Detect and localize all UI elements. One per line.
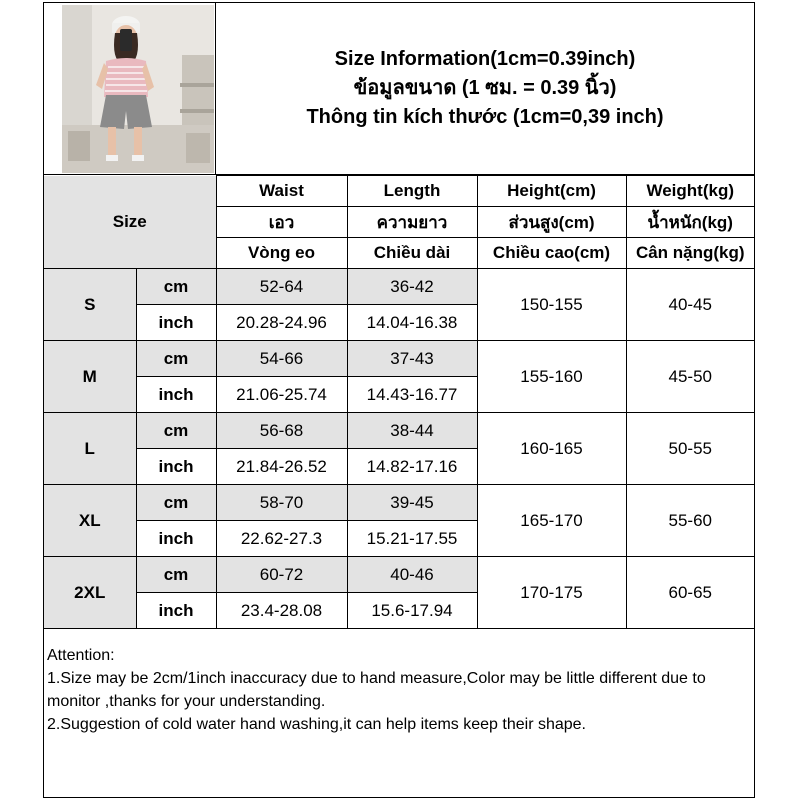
col-weight-en: Weight(kg): [626, 176, 754, 207]
length-cm: 40-46: [347, 557, 477, 593]
size-label: XL: [44, 485, 136, 557]
unit-inch: inch: [136, 521, 216, 557]
length-cm: 38-44: [347, 413, 477, 449]
col-waist-th: เอว: [216, 207, 347, 238]
col-height-th: ส่วนสูง(cm): [477, 207, 626, 238]
col-height-vi: Chiều cao(cm): [477, 238, 626, 269]
weight-range: 55-60: [626, 485, 754, 557]
height-range: 150-155: [477, 269, 626, 341]
col-weight-th: น้ำหนัก(kg): [626, 207, 754, 238]
table-row: [44, 269, 754, 305]
col-length-th: ความยาว: [347, 207, 477, 238]
unit-inch: inch: [136, 593, 216, 629]
table-row: [44, 413, 754, 449]
height-range: 155-160: [477, 341, 626, 413]
height-range: 170-175: [477, 557, 626, 629]
waist-inch: 21.06-25.74: [216, 377, 347, 413]
col-waist-vi: Vòng eo: [216, 238, 347, 269]
size-label: S: [44, 269, 136, 341]
table-row: [44, 341, 754, 377]
waist-cm: 58-70: [216, 485, 347, 521]
unit-cm: cm: [136, 557, 216, 593]
header-vietnamese: Thông tin kích thước (1cm=0,39 inch): [306, 106, 664, 128]
weight-range: 40-45: [626, 269, 754, 341]
unit-inch: inch: [136, 305, 216, 341]
waist-cm: 60-72: [216, 557, 347, 593]
waist-cm: 52-64: [216, 269, 347, 305]
length-inch: 15.6-17.94: [347, 593, 477, 629]
length-inch: 14.04-16.38: [347, 305, 477, 341]
weight-range: 50-55: [626, 413, 754, 485]
waist-inch: 20.28-24.96: [216, 305, 347, 341]
size-label: 2XL: [44, 557, 136, 629]
size-table: [44, 175, 754, 629]
photo-cell: [44, 3, 216, 175]
size-label: L: [44, 413, 136, 485]
length-cm: 39-45: [347, 485, 477, 521]
table-row: [44, 557, 754, 593]
notes-line-2: 2.Suggestion of cold water hand washing,it can help items keep their shape.: [47, 716, 586, 733]
attention-notes: [47, 644, 751, 736]
notes-line-1: 1.Size may be 2cm/1inch inaccuracy due to hand measure,Color may be little different due to monitor ,thanks for your understanding.: [47, 670, 706, 710]
table-row: [44, 485, 754, 521]
model-photo: [62, 5, 214, 173]
col-length-vi: Chiều dài: [347, 238, 477, 269]
size-info-header: [216, 3, 754, 175]
size-heading: Size: [44, 176, 216, 269]
col-length-en: Length: [347, 176, 477, 207]
unit-inch: inch: [136, 377, 216, 413]
size-label: M: [44, 341, 136, 413]
height-range: 165-170: [477, 485, 626, 557]
length-inch: 14.43-16.77: [347, 377, 477, 413]
length-inch: 14.82-17.16: [347, 449, 477, 485]
weight-range: 45-50: [626, 341, 754, 413]
header-thai: ข้อมูลขนาด (1 ซม. = 0.39 นิ้ว): [353, 77, 617, 99]
unit-cm: cm: [136, 413, 216, 449]
unit-cm: cm: [136, 485, 216, 521]
unit-cm: cm: [136, 269, 216, 305]
header-english: Size Information(1cm=0.39inch): [334, 48, 636, 70]
waist-inch: 22.62-27.3: [216, 521, 347, 557]
length-inch: 15.21-17.55: [347, 521, 477, 557]
waist-cm: 56-68: [216, 413, 347, 449]
col-waist-en: Waist: [216, 176, 347, 207]
notes-title: Attention:: [47, 647, 115, 664]
length-cm: 36-42: [347, 269, 477, 305]
waist-cm: 54-66: [216, 341, 347, 377]
height-range: 160-165: [477, 413, 626, 485]
size-chart-sheet: [43, 2, 755, 798]
col-height-en: Height(cm): [477, 176, 626, 207]
col-weight-vi: Cân nặng(kg): [626, 238, 754, 269]
unit-cm: cm: [136, 341, 216, 377]
length-cm: 37-43: [347, 341, 477, 377]
weight-range: 60-65: [626, 557, 754, 629]
waist-inch: 21.84-26.52: [216, 449, 347, 485]
waist-inch: 23.4-28.08: [216, 593, 347, 629]
unit-inch: inch: [136, 449, 216, 485]
